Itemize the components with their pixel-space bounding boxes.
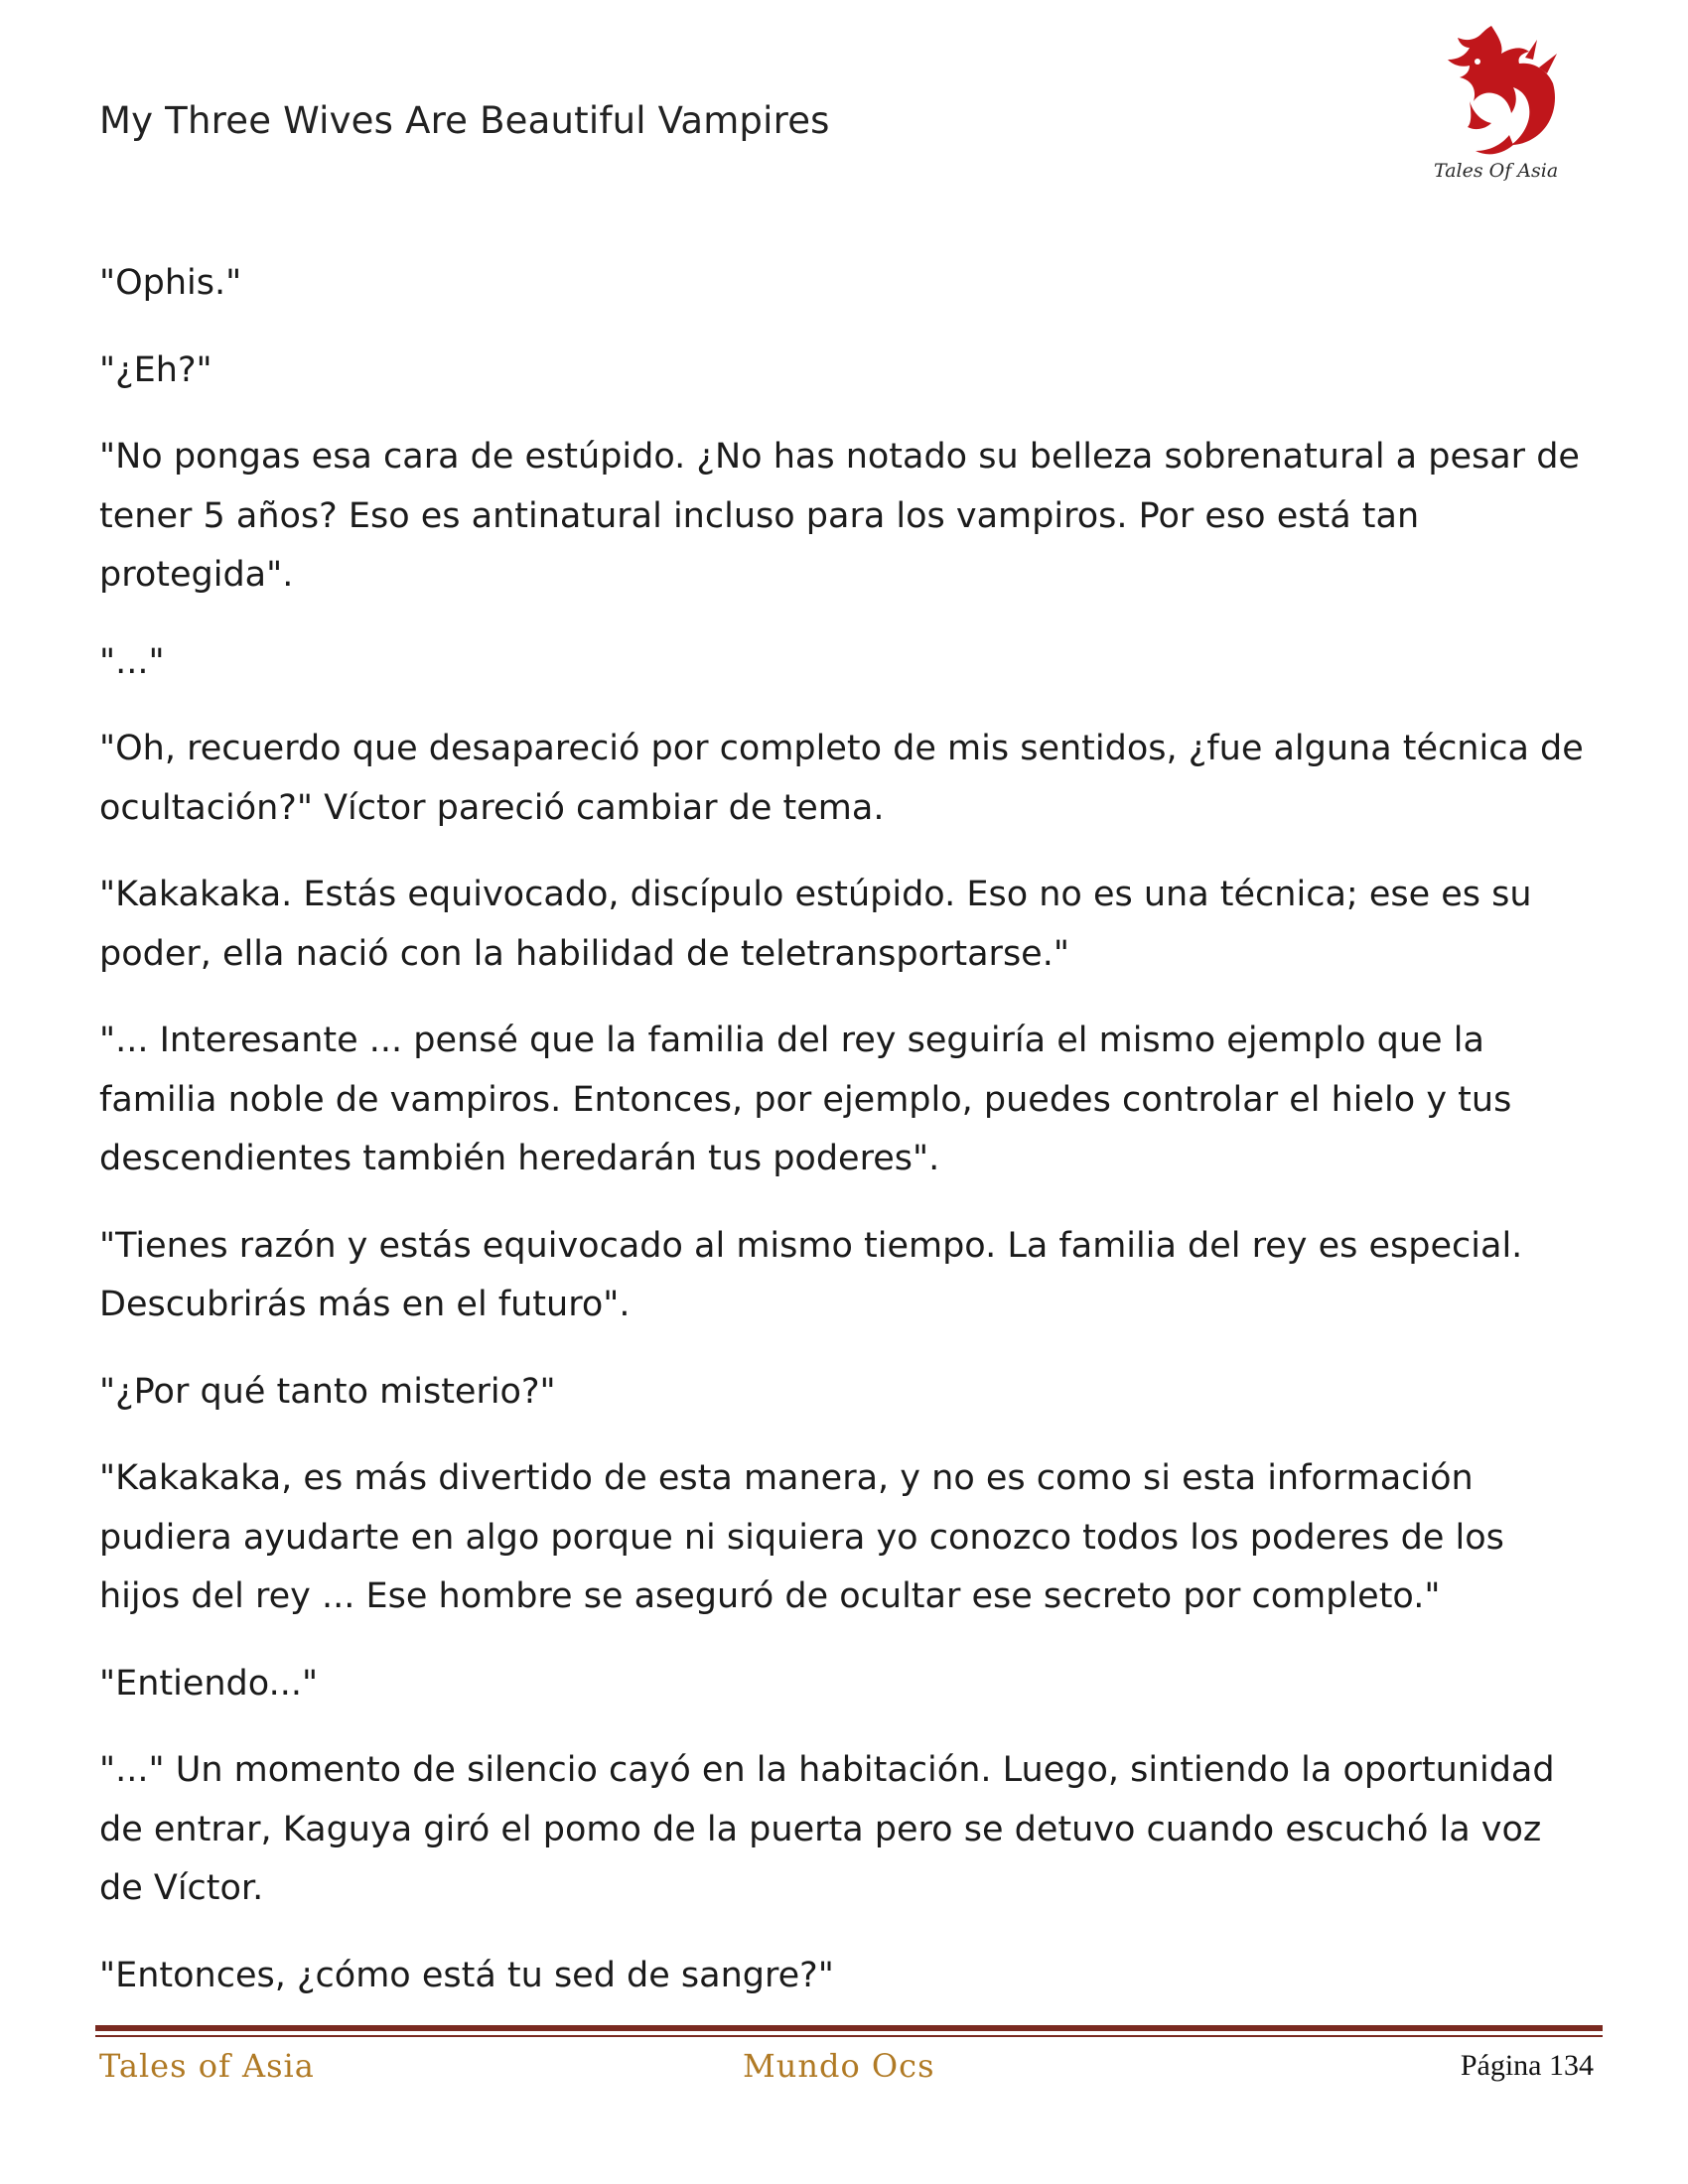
footer-center-text: Mundo Ocs bbox=[743, 2047, 935, 2085]
paragraph: "Tienes razón y estás equivocado al mismo tiempo. La familia del rey es especial. Descubrirás más en el futuro". bbox=[99, 1225, 1523, 1324]
red-dragon-icon bbox=[1430, 18, 1569, 187]
footer-rule-thin bbox=[95, 2035, 1603, 2037]
paragraph: "Ophis." bbox=[99, 263, 242, 303]
paragraph: "¿Eh?" bbox=[99, 349, 212, 390]
paragraph: "Kakakaka. Estás equivocado, discípulo estúpido. Eso no es una técnica; ese es su poder, ella nació con la habilidad de teletransportarse." bbox=[99, 875, 1532, 974]
paragraph: "... Interesante ... pensé que la familia del rey seguiría el mismo ejemplo que la familia noble de vampiros. Entonces, por ejemplo, puedes controlar el hielo y tus descendientes también heredarán tus poderes". bbox=[99, 1021, 1512, 1178]
footer-rule bbox=[95, 2025, 1603, 2031]
paragraph: "Oh, recuerdo que desapareció por completo de mis sentidos, ¿fue alguna técnica de ocultación?" Víctor pareció cambiar de tema. bbox=[99, 729, 1584, 828]
logo-text: Tales Of Asia bbox=[1434, 160, 1559, 182]
footer-site-name: Tales of Asia bbox=[99, 2047, 315, 2085]
paragraph: "Entiendo..." bbox=[99, 1663, 319, 1704]
paragraph: "..." Un momento de silencio cayó en la habitación. Luego, sintiendo la oportunidad de entrar, Kaguya giró el pomo de la puerta pero se detuvo cuando escuchó la voz de Víctor. bbox=[99, 1750, 1555, 1908]
paragraph: "No pongas esa cara de estúpido. ¿No has notado su belleza sobrenatural a pesar de tener 5 años? Eso es antinatural incluso para los vampiros. Por eso está tan protegida". bbox=[99, 437, 1580, 595]
paragraph: "¿Por qué tanto misterio?" bbox=[99, 1371, 556, 1412]
paragraph: "Kakakaka, es más divertido de esta manera, y no es como si esta información pudiera ayudarte en algo porque ni siquiera yo conozco todos los poderes de los hijos del rey ... Ese hombre se aseguró de ocultar ese secreto por completo." bbox=[99, 1458, 1504, 1616]
paragraph: "..." bbox=[99, 641, 165, 682]
paragraph: "Entonces, ¿cómo está tu sed de sangre?" bbox=[99, 1955, 834, 1995]
document-title: My Three Wives Are Beautiful Vampires bbox=[99, 99, 830, 142]
page-number: Página 134 bbox=[1460, 2049, 1594, 2082]
body-text bbox=[99, 254, 1589, 2033]
